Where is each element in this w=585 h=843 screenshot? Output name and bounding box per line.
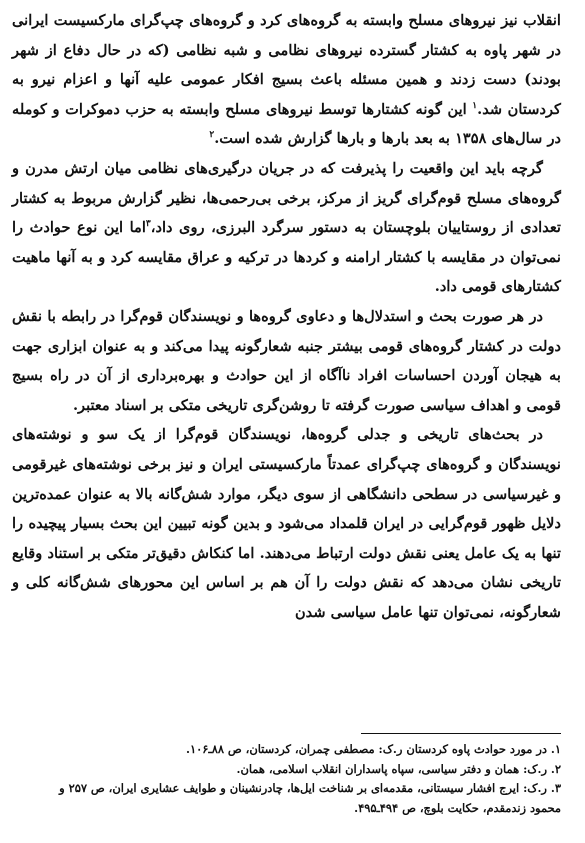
paragraph-text: این گونه کشتارها توسط نیروهای مسلح وابسته به حزب دموکرات و کومله در سال‌های ۱۳۵۸ به بعد بارها و بارها گزارش شده است.: [12, 100, 561, 148]
footnote-line: محمود زندمقدم، حکایت بلوچ، ص ۴۹۴ـ۴۹۵.: [354, 800, 561, 815]
paragraph-text: در بحث‌های تاریخی و جدلی گروه‌ها، نویسندگان قوم‌گرا از یک سو و نوشته‌های نویسندگان و گروه‌های چپ‌گرای عمدتاً مارکسیستی ایران و نیز برخی نوشته‌های غیرقومی و غیرسیاسی در سطحی دانشگاهی از سوی دیگر، موارد شش‌گانه بالا به عنوان عمده‌ترین دلایل ظهور قوم‌گرایی در ایران قلمداد می‌شود و بدین گونه تبیین این بحث بسیار پیچیده را تنها به یک عامل یعنی نقش دولت ارتباط می‌دهند. اما کنکاش دقیق‌تر متکی بر استناد وقایع تاریخی نشان می‌دهد که نقش دولت را آن هم بر اساس این محورهای شش‌گانه کلی و شعارگونه، نمی‌توان تنها عامل سیاسی شدن: [12, 426, 561, 621]
paragraph: [12, 302, 561, 420]
paragraph: [12, 154, 561, 302]
paragraph-text: گرچه باید این واقعیت را پذیرفت که در جریان درگیری‌های نظامی میان ارتش مدرن و گروه‌های مسلح قوم‌گرای گریز از مرکز، برخی بی‌رحمی‌ها، نظیر گزارش مربوط به کشتار تعدادی از روستاییان بلوچستان به دستور سرگرد البرزی، روی داد،: [12, 159, 561, 237]
paragraph-text: انقلاب نیز نیروهای مسلح وابسته به گروه‌های کرد و گروه‌های چپ‌گرای مارکسیست ایرانی در شهر پاوه به کشتار گسترده نیروهای نظامی و شبه نظامی (که در حال دفاع از شهر بودند) دست زدند و همین مسئله باعث بسیج افکار عمومی علیه آنها و اعزام نیرو به کردستان شد.: [12, 12, 561, 118]
footnote-reference[interactable]: ۱: [472, 100, 478, 111]
body-text: [12, 6, 561, 627]
paragraph-text: اما این نوع حوادث را نمی‌توان در مقایسه با کشتار ارامنه و کردها در ترکیه و عراق مقایسه کرد و به آنها ماهیت کشتارهای قومی داد.: [12, 219, 561, 296]
footnote-line: ۲. ر.ک: همان و دفتر سیاسی، سپاه پاسداران انقلاب اسلامی، همان.: [236, 761, 561, 776]
footnote-divider: [361, 733, 561, 734]
footnote-line: ۱. در مورد حوادث پاوه کردستان ر.ک: مصطفی چمران، کردستان، ص ۸۸ـ۱۰۶.: [186, 742, 561, 756]
paragraph: [12, 420, 561, 627]
footnote-reference[interactable]: ۳: [145, 219, 151, 230]
footnotes: [12, 740, 561, 818]
footnote-line: ۳. ر.ک: ایرج افشار سیستانی، مقدمه‌ای بر شناخت ایل‌ها، چادرنشینان و طوایف عشایری ایران، ص ۲۵۷ و: [59, 781, 561, 795]
paragraph-text: در هر صورت بحث و استدلال‌ها و دعاوی گروه‌ها و نویسندگان قوم‌گرا در رابطه با نقش دولت در کشتار گروه‌های قومی بیشتر جنبه شعارگونه پیدا می‌کند و به عنوان ابزاری جهت به هیجان آوردن احساسات افراد ناآگاه از این حوادث و بهره‌برداری از آن در راه بسیج قومی و اهداف سیاسی صورت گرفته تا روشن‌گری تاریخی متکی بر اسناد معتبر.: [12, 307, 561, 414]
footnote-reference[interactable]: ۲: [209, 130, 215, 141]
paragraph: [12, 6, 561, 154]
